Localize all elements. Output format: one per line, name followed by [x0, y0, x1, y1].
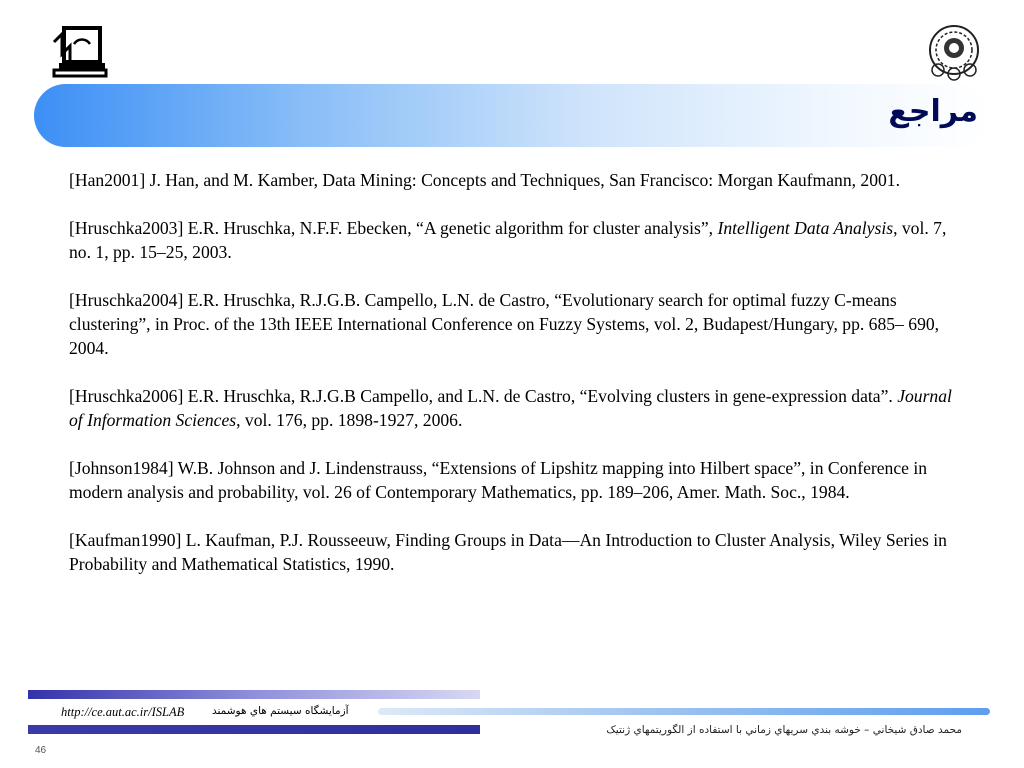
- reference-text-tail: , vol. 7, no. 1, pp. 15–25, 2003.: [69, 218, 947, 262]
- reference-han2001: [69, 168, 959, 192]
- reference-text: [Kaufman1990] L. Kaufman, P.J. Rousseeuw, Finding Groups in Data—An Introduction to Cluster Analysis, Wiley Series in Probability and Mathematical Statistics, 1990.: [69, 530, 947, 574]
- computer-lab-logo-icon: [50, 24, 108, 80]
- reference-hruschka2006: [69, 384, 959, 432]
- reference-hruschka2004: [69, 288, 959, 360]
- references-list: [69, 168, 959, 600]
- reference-text: [Hruschka2006] E.R. Hruschka, R.J.G.B Campello, and L.N. de Castro, “Evolving clusters in gene-expression data”.: [69, 386, 898, 406]
- reference-hruschka2003: [69, 216, 959, 264]
- slide-title: مراجع: [888, 94, 978, 129]
- page-number: 46: [35, 745, 47, 756]
- reference-johnson1984: [69, 456, 959, 504]
- reference-text-tail: , vol. 176, pp. 1898-1927, 2006.: [236, 410, 463, 430]
- reference-kaufman1990: [69, 528, 959, 576]
- footer-author-line: محمد صادق شيخاني – خوشه بندي سريهاي زماني با استفاده از الگوريتمهاي ژنتيک: [606, 724, 962, 736]
- footer-divider-right: [378, 708, 990, 715]
- footer-divider-top: [28, 690, 480, 699]
- footer-divider-bottom: [28, 725, 480, 734]
- reference-text: [Hruschka2003] E.R. Hruschka, N.F.F. Ebecken, “A genetic algorithm for cluster analysis”,: [69, 218, 718, 238]
- reference-text: [Hruschka2004] E.R. Hruschka, R.J.G.B. Campello, L.N. de Castro, “Evolutionary search for optimal fuzzy C-means clustering”, in Proc. of the 13th IEEE International Conference on Fuzzy Systems, vol. 2, Budapest/Hungary, pp. 685– 690, 2004.: [69, 290, 940, 358]
- title-bar: [34, 84, 990, 147]
- reference-text: [Johnson1984] W.B. Johnson and J. Lindenstrauss, “Extensions of Lipshitz mapping into Hilbert space”, in Conference in modern analysis and probability, vol. 26 of Contemporary Mathematics, pp. 189–206, Amer. Math. Soc., 1984.: [69, 458, 928, 502]
- footer-url-link[interactable]: http://ce.aut.ac.ir/ISLAB: [61, 705, 185, 719]
- reference-journal: Journal of Information Sciences: [69, 386, 952, 430]
- reference-text: [Han2001] J. Han, and M. Kamber, Data Mining: Concepts and Techniques, San Francisco: Morgan Kaufmann, 2001.: [69, 170, 900, 190]
- footer-lab-name: آزمايشگاه سيستم هاي هوشمند: [212, 705, 349, 717]
- university-emblem-icon: [924, 22, 984, 82]
- reference-journal: Intelligent Data Analysis: [717, 218, 894, 238]
